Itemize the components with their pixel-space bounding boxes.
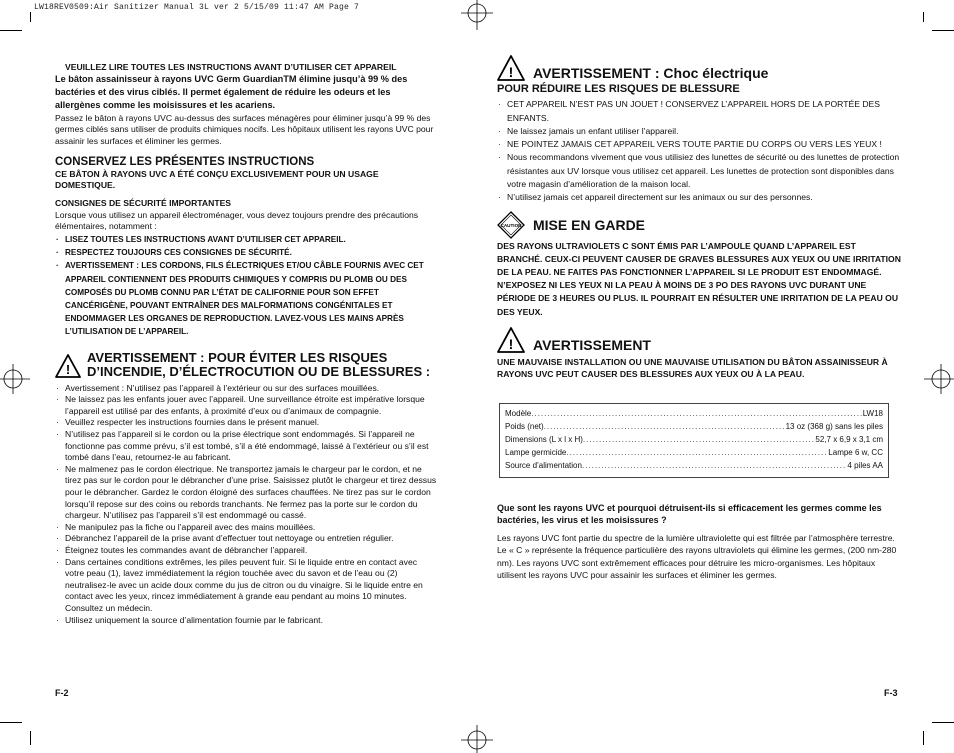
svg-text:!: ! bbox=[65, 361, 71, 377]
shock-warning-header bbox=[497, 55, 901, 81]
shock-subheading: POUR RÉDUIRE LES RISQUES DE BLESSURE bbox=[497, 83, 740, 95]
registration-mark-left bbox=[0, 360, 30, 400]
spec-label: Modèle bbox=[505, 408, 532, 418]
spec-label: Source d’alimentation bbox=[505, 460, 582, 470]
spec-row bbox=[505, 446, 883, 459]
print-header: LW18REV0509:Air Sanitizer Manual 3L ver 2 5/15/09 11:47 AM Page 7 bbox=[34, 3, 360, 12]
warning-text: UNE MAUVAISE INSTALLATION OU UNE MAUVAISE UTILISATION DU BÂTON ASSAINISSEUR À RAYONS UVC PEUT CAUSER DES BLESSURES AUX YEUX OU À LA PEAU. bbox=[497, 356, 888, 380]
spec-label: Dimensions (L x l x H) bbox=[505, 434, 583, 444]
consignes-text: Lorsque vous utilisez un appareil électroménager, vous devez toujours prendre des précautions élémentaires, notamment : bbox=[55, 209, 419, 231]
warning-triangle-icon bbox=[497, 327, 525, 353]
trim-mark bbox=[923, 731, 924, 745]
trim-mark bbox=[30, 731, 31, 745]
intro-text: Passez le bâton à rayons UVC au-dessus des surfaces ménagères pour éliminer jusqu’à 99 % des germes ciblés sans utiliser de produits chimiques nocifs. Les hôpitaux utilisent les rayons UVC pour assainir les surfaces et éliminer les germes. bbox=[55, 113, 434, 146]
list-item: · Veuillez respecter les instructions fournies dans le présent manuel. bbox=[55, 417, 438, 429]
page-number-right: F-3 bbox=[884, 688, 898, 698]
leader-dots bbox=[582, 459, 847, 472]
spec-label: Lampe germicide bbox=[505, 447, 567, 457]
warning-triangle-icon bbox=[497, 55, 525, 81]
right-page bbox=[497, 55, 901, 582]
trim-mark bbox=[0, 30, 22, 31]
spec-row bbox=[505, 433, 883, 446]
spec-value: 13 oz (368 g) sans les piles bbox=[785, 421, 883, 431]
spec-table bbox=[499, 403, 889, 478]
list-item: · Débranchez l’appareil de la prise avant d’effectuer tout nettoyage ou entretien régulier. bbox=[55, 533, 438, 545]
svg-text:!: ! bbox=[508, 335, 514, 352]
svg-text:!: ! bbox=[508, 64, 514, 80]
conserve-sub: CE BÂTON À RAYONS UVC A ÉTÉ CONÇU EXCLUSIVEMENT POUR UN USAGE DOMESTIQUE. bbox=[55, 169, 379, 191]
trim-mark bbox=[932, 30, 954, 31]
uvc-heading: Que sont les rayons UVC et pourquoi détruisent-ils si efficacement les germes comme les bactéries, les virus et les moisissures ? bbox=[497, 502, 882, 526]
caution-heading: MISE EN GARDE bbox=[533, 216, 646, 233]
fire-warning-list bbox=[55, 383, 438, 626]
spec-value: LW18 bbox=[862, 408, 883, 418]
conserve-heading: CONSERVEZ LES PRÉSENTES INSTRUCTIONS bbox=[55, 155, 315, 168]
shock-list bbox=[497, 98, 901, 204]
fire-warning-heading: AVERTISSEMENT : POUR ÉVITER LES RISQUES D’INCENDIE, D’ÉLECTROCUTION OU DE BLESSURES : bbox=[87, 349, 431, 380]
trim-mark bbox=[923, 12, 924, 22]
list-item: · Ne laissez pas les enfants jouer avec l’appareil. Une surveillance étroite est impérative lorsque l’appareil est utilisé par des enfants, à proximité d’eux ou d’animaux de compagnie. bbox=[55, 394, 438, 417]
spec-value: Lampe 6 w, CC bbox=[828, 447, 883, 457]
caution-badge-icon bbox=[497, 211, 525, 239]
consignes-heading: CONSIGNES DE SÉCURITÉ IMPORTANTES bbox=[55, 198, 232, 209]
caution-badge-text: CAUTION bbox=[500, 222, 522, 228]
page-number-left: F-2 bbox=[55, 688, 69, 698]
left-page bbox=[55, 62, 438, 626]
list-item: · CET APPAREIL N’EST PAS UN JOUET ! CONSERVEZ L’APPAREIL HORS DE LA PORTÉE DES ENFANTS. bbox=[497, 98, 901, 125]
list-item: · N’utilisez pas l’appareil si le cordon ou la prise électrique sont endommagés. Si l’appareil ne fonctionne pas comme prévu, s’il est tombé, s’il a été endommagé, laissé à l’extérieur ou s’il est tombé dans l’eau, retournez-le au fabricant. bbox=[55, 429, 438, 464]
spec-value: 52,7 x 6,9 x 3,1 cm bbox=[815, 434, 883, 444]
intro-bold: Le bâton assainisseur à rayons UVC Germ GuardianTM élimine jusqu’à 99 % des bactéries et des virus ciblés. Il permet également de réduire les odeurs et les allergènes comme les moisissures et les acariens. bbox=[55, 74, 408, 111]
registration-mark-bottom bbox=[450, 725, 504, 753]
shock-warning-heading: AVERTISSEMENT : Choc électrique bbox=[533, 65, 769, 81]
leader-dots bbox=[544, 420, 786, 433]
spec-row bbox=[505, 420, 883, 433]
warning-triangle-icon bbox=[55, 354, 81, 378]
list-item: · N’utilisez jamais cet appareil directement sur les animaux ou sur des personnes. bbox=[497, 191, 901, 204]
spec-row bbox=[505, 407, 883, 420]
caution-text: DES RAYONS ULTRAVIOLETS C SONT ÉMIS PAR L’AMPOULE QUAND L’APPAREIL EST BRANCHÉ. CEUX-CI PEUVENT CAUSER DE GRAVES BLESSURES AUX YEUX OU UNE IRRITATION DE LA PEAU. NE FAITES PAS FONCTIONNER L’APPAREIL SI LE PRODUIT EST ENDOMMAGÉ. N’EXPOSEZ NI LES YEUX NI LA PEAU À MOINS DE 3 PO DES RAYONS UVC DURANT UNE PÉRIODE DE 3 HEURES OU PLUS. IL POURRAIT EN RÉSULTER UNE IRRITATION DE LA PEAU OU DES YEUX. bbox=[497, 240, 901, 317]
list-item: · Dans certaines conditions extrêmes, les piles peuvent fuir. Si le liquide entre en contact avec votre peau (1), lavez immédiatement la région touchée avec du savon et de l’eau ou (2) neutralisez-le avec un acide doux comme du jus de citron ou du vinaigre. Si le liquide entre en contact avec les yeux, rincez immédiatement à grande eau pendant au moins 10 minutes. Consultez un médecin. bbox=[55, 557, 438, 615]
uvc-text: Les rayons UVC font partie du spectre de la lumière ultraviolette qui est filtrée par l’atmosphère terrestre. Le « C » représente la fréquence particulière des rayons ultraviolets qui élimine les germes, (200 nm-280 nm). Les rayons UVC sont extrêmement efficaces pour détruire les micro-organismes. Les hôpitaux utilisent les rayons UVC pour assainir les surfaces et éliminer les germes. bbox=[497, 532, 897, 581]
spec-value: 4 piles AA bbox=[847, 460, 883, 470]
spec-row bbox=[505, 459, 883, 472]
registration-mark-top bbox=[450, 0, 504, 30]
leader-dots bbox=[583, 433, 815, 446]
list-item: · RESPECTEZ TOUJOURS CES CONSIGNES DE SÉCURITÉ. bbox=[55, 246, 438, 259]
spec-label: Poids (net) bbox=[505, 421, 544, 431]
list-item: · AVERTISSEMENT : LES CORDONS, FILS ÉLECTRIQUES ET/OU CÂBLE FOURNIS AVEC CET APPAREIL CONTIENNENT DES PRODUITS CHIMIQUES Y COMPRIS DU PLOMB OU DES COMPOSÉS DU PLOMB CONNU PAR L’ÉTAT DE CALIFORNIE POUR SON EFFET CANCÉRIGÈNE, POUVANT ENTRAÎNER DES MALFORMATIONS CONGÉNITALES ET ENDOMMAGER LES ORGANES DE REPRODUCTION. LAVEZ-VOUS LES MAINS APRÈS L’UTILISATION DE L’APPAREIL. bbox=[55, 259, 438, 338]
list-item: · Ne manipulez pas la fiche ou l’appareil avec des mains mouillées. bbox=[55, 522, 438, 534]
trim-mark bbox=[30, 12, 31, 22]
list-item: · LISEZ TOUTES LES INSTRUCTIONS AVANT D’UTILISER CET APPAREIL. bbox=[55, 233, 438, 246]
leader-dots bbox=[531, 407, 862, 420]
fire-warning-header bbox=[55, 351, 438, 380]
list-item: · Éteignez toutes les commandes avant de débrancher l’appareil. bbox=[55, 545, 438, 557]
list-item: · NE POINTEZ JAMAIS CET APPAREIL VERS TOUTE PARTIE DU CORPS OU VERS LES YEUX ! bbox=[497, 138, 901, 151]
leader-dots bbox=[566, 446, 828, 459]
list-item: · Utilisez uniquement la source d’alimentation fournie par le fabricant. bbox=[55, 615, 438, 627]
warning-header bbox=[497, 327, 901, 353]
trim-mark bbox=[932, 722, 954, 723]
list-item: · Ne laissez jamais un enfant utiliser l’appareil. bbox=[497, 125, 901, 138]
trim-mark bbox=[0, 722, 22, 723]
intro-heading: VEUILLEZ LIRE TOUTES LES INSTRUCTIONS AVANT D’UTILISER CET APPAREIL bbox=[65, 62, 397, 72]
consignes-list bbox=[55, 233, 438, 339]
list-item: · Avertissement : N’utilisez pas l’appareil à l’extérieur ou sur des surfaces mouillées. bbox=[55, 383, 438, 395]
caution-header bbox=[497, 211, 901, 239]
warning-heading: AVERTISSEMENT bbox=[533, 336, 651, 353]
registration-mark-right bbox=[924, 360, 954, 400]
list-item: · Ne malmenez pas le cordon électrique. Ne transportez jamais le chargeur par le cordon, et ne tirez pas sur le cordon pour le débrancher d’une prise. Saisissez plutôt le chargeur et tirez dessus pour le débrancher. Gardez le cordon éloigné des surfaces chauffées. Ne tirez pas sur le cordon lorsqu’il repose sur des coins ou rebords tranchants. Ne fermez pas la porte sur le cordon du chargeur. N’utilisez pas l’appareil s’il est endommagé ou cassé. bbox=[55, 464, 438, 522]
list-item: · Nous recommandons vivement que vous utilisiez des lunettes de sécurité ou des lunettes de protection résistantes aux UV lorsque vous utilisez cet appareil. Les lunettes de protection sont disponibles dans votre magasin d’amélioration de la maison local. bbox=[497, 151, 901, 191]
